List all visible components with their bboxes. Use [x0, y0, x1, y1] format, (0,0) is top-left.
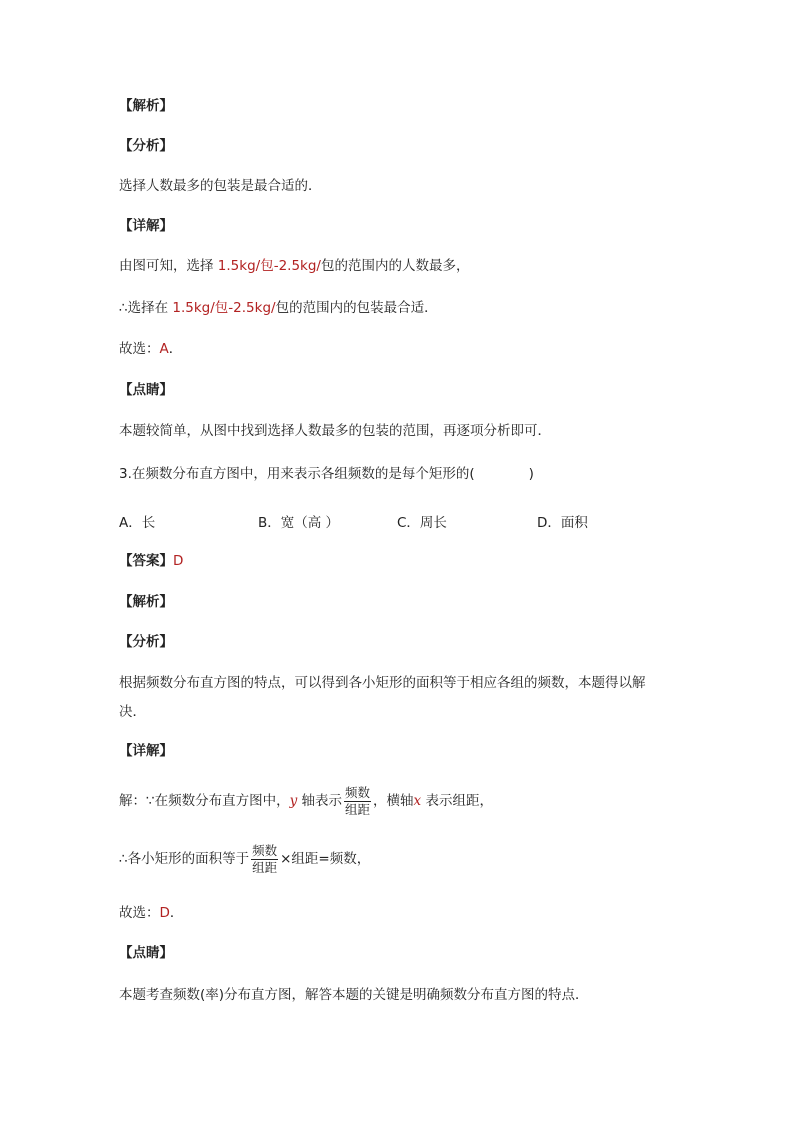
option-a: A．长	[119, 515, 156, 531]
detail-line-2	[119, 841, 370, 877]
question-3-stem: 3.在频数分布直方图中，用来表示各组频数的是每个矩形的( )	[119, 466, 534, 482]
answer-value: D	[173, 553, 184, 569]
guxuan-1-answer: A	[159, 341, 169, 357]
section-jiexi-1: 【解析】	[119, 98, 173, 114]
xiangjie-line-2-post: 包的范围内的包装最合适．	[275, 300, 438, 316]
option-d: D．面积	[537, 515, 588, 531]
detail-line-2-post: ×组距=频数，	[280, 851, 371, 867]
guxuan-1-end: ．	[168, 341, 183, 357]
answer-label: 【答案】	[119, 553, 173, 569]
section-xiangjie-2: 【详解】	[119, 743, 173, 759]
detail-line-1-mid2: ，横轴	[373, 793, 414, 809]
guxuan-2-answer: D	[159, 905, 170, 921]
fraction-freq-over-width-2	[251, 844, 278, 875]
detail-line-1	[119, 783, 493, 819]
xiangjie-line-1-pre: 由图可知，选择	[119, 258, 214, 274]
section-jiexi-2: 【解析】	[119, 594, 173, 610]
fraction-denominator-2: 组距	[252, 859, 278, 875]
section-fenxi-2: 【分析】	[119, 634, 173, 650]
section-xiangjie-1: 【详解】	[119, 218, 173, 234]
detail-line-1-mid: 轴表示	[297, 793, 343, 809]
guxuan-2-label: 故选：	[119, 905, 160, 921]
answer-line	[119, 551, 183, 571]
xiangjie-line-2-pre: ∴选择在	[119, 300, 169, 316]
xiangjie-line-2-range: 1.5kg/包-2.5kg/	[168, 300, 276, 316]
y-variable: y	[289, 793, 298, 809]
guxuan-2-end: ．	[169, 905, 184, 921]
guxuan-2	[119, 903, 183, 923]
dianjing-text-2: 本题考查频数(率)分布直方图，解答本题的关键是明确频数分布直方图的特点．	[119, 987, 589, 1003]
xiangjie-line-1-range: 1.5kg/包-2.5kg/	[213, 258, 321, 274]
fraction-freq-over-width	[344, 786, 371, 817]
option-b: B．宽（高 ）	[258, 515, 340, 531]
option-c: C．周长	[397, 515, 447, 531]
fenxi-text-2b: 决．	[119, 704, 146, 720]
xiangjie-line-2	[119, 298, 438, 318]
section-dianjing-2: 【点睛】	[119, 945, 173, 961]
fenxi-text-1: 选择人数最多的包装是最合适的．	[119, 178, 322, 194]
detail-line-1-post: 表示组距，	[421, 793, 493, 809]
detail-line-2-pre: ∴各小矩形的面积等于	[119, 851, 250, 867]
detail-line-1-pre: 解：∵在频数分布直方图中，	[119, 793, 290, 809]
section-fenxi-1: 【分析】	[119, 138, 173, 154]
fenxi-text-2a: 根据频数分布直方图的特点，可以得到各小矩形的面积等于相应各组的频数，本题得以解	[119, 675, 646, 691]
fraction-numerator: 频数	[345, 784, 371, 800]
fraction-numerator-2: 频数	[252, 842, 278, 858]
fraction-denominator: 组距	[345, 801, 371, 817]
guxuan-1-label: 故选：	[119, 341, 160, 357]
section-dianjing-1: 【点睛】	[119, 382, 173, 398]
dianjing-text-1: 本题较简单，从图中找到选择人数最多的包装的范围，再逐项分析即可．	[119, 423, 551, 439]
x-variable: x	[413, 793, 422, 809]
xiangjie-line-1-post: 包的范围内的人数最多，	[320, 258, 470, 274]
xiangjie-line-1	[119, 256, 469, 276]
guxuan-1	[119, 339, 182, 359]
